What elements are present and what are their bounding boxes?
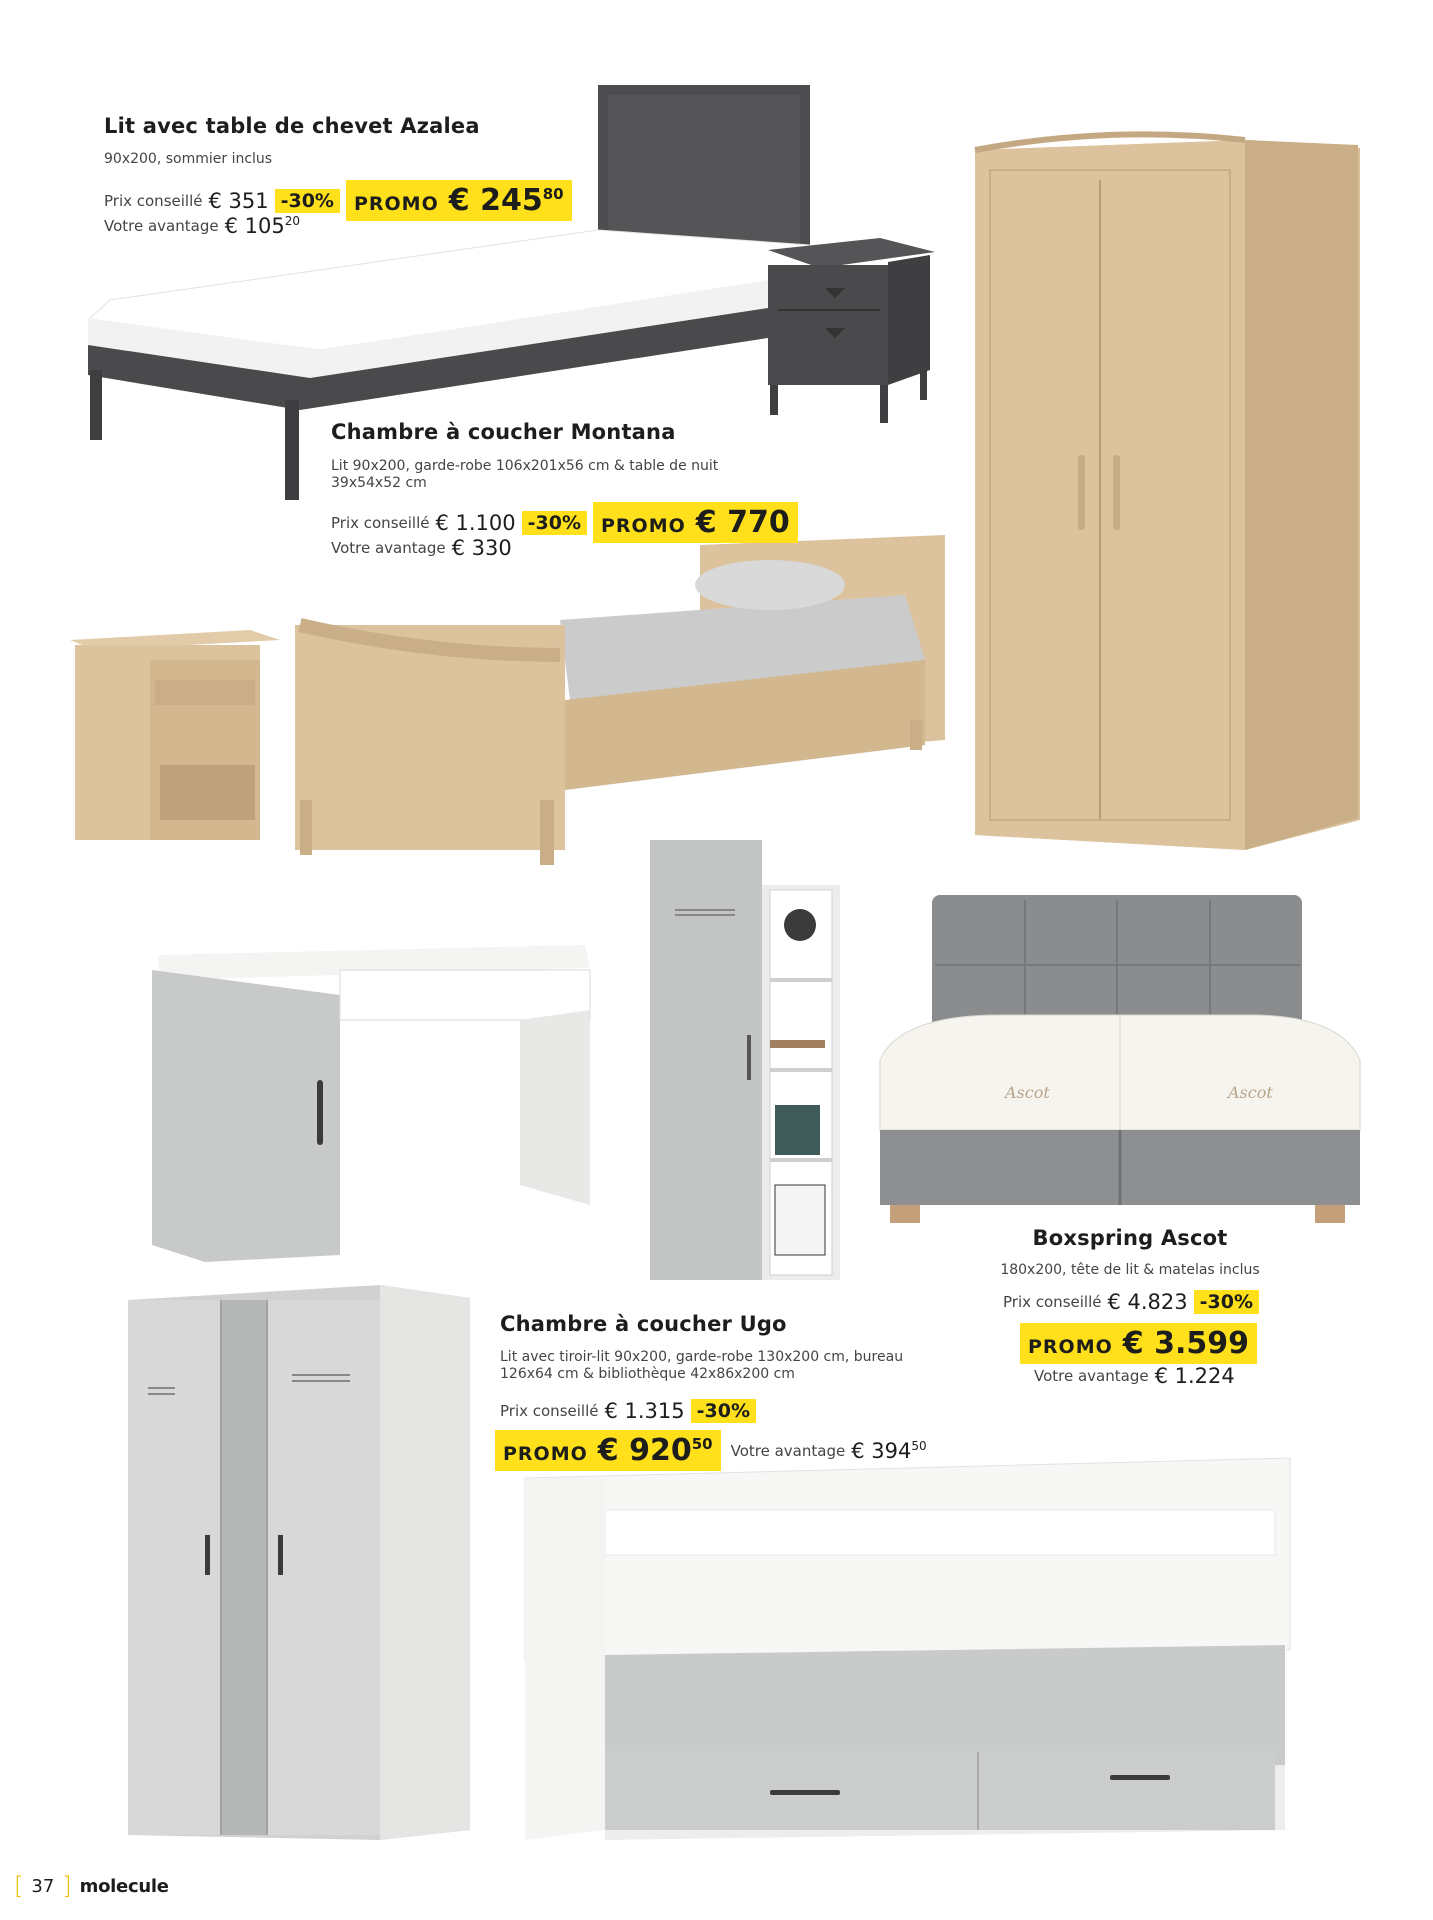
ugo-discount-badge: -30% [691,1399,756,1423]
ascot-text-block [940,1226,1320,1279]
montana-promo-word: PROMO [601,515,686,537]
ugo-prix-label: Prix conseillé [500,1402,599,1420]
azalea-nightstand-image [768,238,935,423]
ascot-price-line [1003,1290,1259,1314]
azalea-description: 90x200, sommier inclus [104,151,273,167]
montana-prix-label: Prix conseillé [331,513,430,532]
ascot-prix-label: Prix conseillé [1003,1293,1102,1311]
ugo-desk-image [152,945,590,1262]
azalea-title: Lit avec table de chevet Azalea [104,114,480,138]
ugo-promo-line [495,1430,927,1471]
azalea-avantage-line [104,214,300,238]
montana-promo-amount: € 770 [695,505,790,540]
ascot-title: Boxspring Ascot [1032,1226,1228,1250]
ascot-avantage: € 1.224 [1154,1364,1235,1388]
ugo-promo-amount: € $920^{50}$ [597,1433,713,1468]
azalea-avantage: € $105^{20}$ [224,214,300,238]
ugo-title: Chambre à coucher Ugo [500,1312,787,1336]
azalea-prix-label: Prix conseillé [104,191,203,210]
montana-description: Lit 90x200, garde-robe 106x201x56 cm & table de nuit 39x54x52 cm [331,458,719,491]
azalea-promo-price [346,180,572,221]
ascot-discount-badge: -30% [1194,1290,1259,1314]
ugo-description: Lit avec tiroir-lit 90x200, garde-robe 130x200 cm, bureau 126x64 cm & bibliothèque 42x86x200 cm [500,1349,904,1382]
ugo-price-line [500,1399,756,1423]
ascot-mattress-label-left: Ascot [1005,1083,1050,1102]
montana-discount-badge: -30% [522,511,587,535]
montana-wardrobe-image [975,134,1360,850]
ugo-avantage: € $394^{50}$ [851,1438,927,1463]
montana-avantage: € 330 [451,536,512,560]
azalea-prix: € 351 [208,188,269,213]
ascot-boxspring-image [880,895,1360,1223]
ugo-bed-image [525,1458,1290,1840]
azalea-promo-word: PROMO [353,193,439,215]
ascot-promo-word: PROMO [1028,1336,1113,1358]
montana-avantage-line [331,536,512,560]
ugo-prix: € 1.315 [604,1399,685,1423]
page-number: 37 [31,1875,55,1897]
montana-nightstand-image [70,630,280,840]
page-footer [14,1872,169,1900]
montana-prix: € 1.100 [435,510,516,535]
montana-bed-image [295,535,945,865]
azalea-discount-badge: -30% [275,189,340,213]
azalea-avantage-label: Votre avantage [104,217,219,235]
ugo-wardrobe-image [128,1285,470,1840]
ascot-mattress-label-right: Ascot [1228,1083,1273,1102]
footer-bracket-left: [ [14,1872,24,1900]
ugo-promo-price [495,1430,721,1471]
montana-title: Chambre à coucher Montana [331,420,676,444]
ugo-avantage-label: Votre avantage [730,1441,846,1460]
ascot-avantage-line [1034,1364,1235,1388]
montana-avantage-label: Votre avantage [331,539,446,557]
ugo-promo-word: PROMO [503,1443,588,1465]
ascot-promo-wrap [1020,1323,1257,1364]
ascot-promo-amount: € 3.599 [1122,1326,1249,1361]
ascot-prix: € 4.823 [1107,1290,1188,1314]
montana-promo-price [593,502,798,543]
azalea-promo-amount: € $245^{80}$ [448,183,564,218]
ascot-promo-price [1020,1323,1257,1364]
ugo-bookcase-image [650,840,840,1280]
ascot-avantage-label: Votre avantage [1034,1367,1149,1385]
brand-logo: molecule [79,1875,169,1897]
footer-bracket-right: ] [62,1872,72,1900]
ascot-description: 180x200, tête de lit & matelas inclus [1000,1262,1260,1278]
